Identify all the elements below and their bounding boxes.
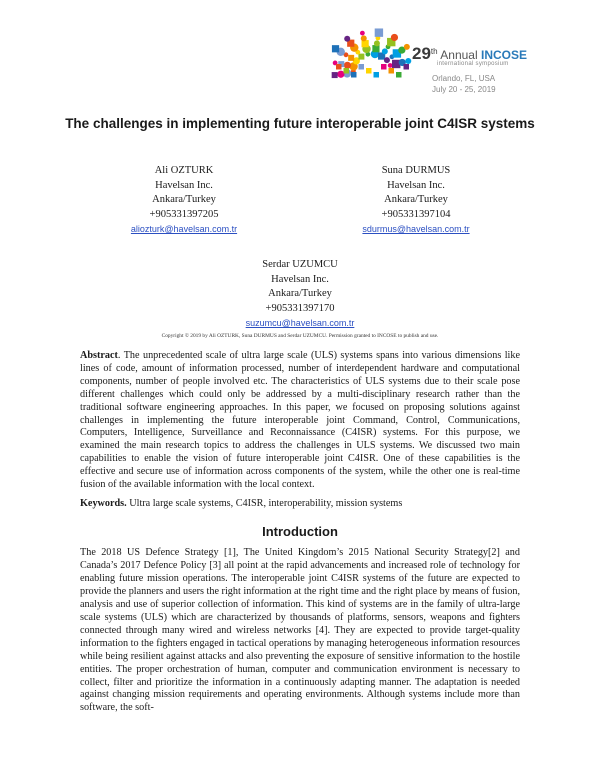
section-heading-introduction: Introduction <box>262 524 338 539</box>
logo-tile <box>336 64 342 70</box>
logo-tile <box>405 58 411 64</box>
introduction-paragraph: The 2018 US Defence Strategy [1], The United Kingdom’s 2015 National Security Strategy[2] and Canada’s 2017 Defence Policy [3] all point at the rapid advancements and increased role of technology for enabling future mission operations. The interoperable joint C4ISR systems of the future are expected to provide the planners and users the right information at the right time and the right place by means of fusion, analysis and use of superior collection of information. This kind of systems are in the family of ultra-large scale systems (ULS) which are characterized by thousands of platforms, sensors, weapons and fighters connected through many wired and wireless networks [4]. They are expected to provide target-quality information to the fighters engaged in tactical operations by managing heterogeneous information resources while being resilient against attacks and also preventing the exposure of sensitive information to the hostile entities. The proper orchestration of human, computer and communication environment is necessary to collect, filter and prioritize the information in a continuously adapting manner. The adaptation is needed against changing mission requirements and operating environments. Although systems include more than software, the soft- <box>80 547 520 714</box>
logo-tile <box>384 57 390 63</box>
author-phone: +905331397205 <box>149 208 219 220</box>
logo-tile <box>337 71 344 78</box>
logo-tile <box>366 68 372 74</box>
abstract-label: Abstract <box>80 350 118 361</box>
conference-number: 29 <box>412 44 431 63</box>
author-location: Ankara/Turkey <box>384 194 448 205</box>
keywords-label: Keywords. <box>80 498 127 509</box>
keywords-paragraph <box>80 498 520 511</box>
logo-tile <box>359 64 365 70</box>
author-block-1 <box>84 164 284 238</box>
author-email-link[interactable]: aliozturk@havelsan.com.tr <box>130 224 238 234</box>
logo-tile <box>332 72 338 78</box>
keywords-text: Ultra large scale systems, C4ISR, interoperability, mission systems <box>126 498 403 509</box>
author-affiliation: Havelsan Inc. <box>387 179 445 191</box>
author-phone: +905331397170 <box>265 302 335 314</box>
logo-tile <box>374 72 380 78</box>
conference-event: international symposium <box>437 61 509 67</box>
copyright-notice: Copyright © 2019 by Ali OZTURK, Suna DURMUS and Serdar UZUMCU. Permission granted to INCOSE to publish and use. <box>161 333 439 339</box>
logo-tile <box>391 34 398 41</box>
logo-tile <box>375 28 383 36</box>
logo-tile <box>396 72 402 78</box>
logo-tile <box>358 54 364 60</box>
logo-tile <box>348 55 354 61</box>
conference-location: Orlando, FL, USA <box>432 74 496 83</box>
author-location: Ankara/Turkey <box>152 194 216 205</box>
author-block-2 <box>316 164 516 238</box>
logo-tile <box>361 35 367 41</box>
logo-tile <box>382 48 388 54</box>
logo-tile <box>344 62 351 69</box>
paper-title: The challenges in implementing future interoperable joint C4ISR systems <box>65 116 535 131</box>
logo-tile <box>389 68 395 74</box>
conference-label: Annual <box>440 48 478 62</box>
author-name: Ali OZTURK <box>154 165 214 176</box>
abstract-text: . The unprecedented scale of ultra large scale (ULS) systems spans into various dimensions like lines of code, amount of information processed, number of interdependent hardware and computational components, number of people involved etc. The characteristics of ULS systems due to their scale pose different challenges which could only be addressed by a multi-disciplinary research rather than the traditional software engineering approaches. In this paper, we focused on proposing solutions against challenges in implementing the future interoperable joint Command, Control, Communications, Computers, Intelligence, Surveillance and Reconnaissance (C4ISR) systems. For this purpose, we examined the main research topics to address the challenges in ULS systems. We discussed two main capabilities to enable the vision of future interoperable joint C4ISR. One of these capabilities is the effective and secure use of information across components of the system, while the other one is real-time fusion of the available information with the local context. <box>80 350 520 491</box>
author-affiliation: Havelsan Inc. <box>271 273 329 285</box>
author-email-link[interactable]: sdurmus@havelsan.com.tr <box>362 224 470 234</box>
logo-tile <box>388 63 393 68</box>
author-name: Suna DURMUS <box>381 165 451 176</box>
logo-tile <box>360 31 365 36</box>
logo-tile <box>374 40 380 46</box>
conference-org: INCOSE <box>480 48 527 62</box>
incose-logo <box>328 24 416 80</box>
logo-tile <box>332 45 339 52</box>
author-name: Serdar UZUMCU <box>262 259 338 270</box>
author-email-link[interactable]: suzumcu@havelsan.com.tr <box>245 318 355 328</box>
conference-location-block <box>432 73 592 95</box>
logo-tile <box>381 64 387 70</box>
logo-tile <box>404 44 410 50</box>
logo-tile <box>344 68 350 74</box>
abstract-paragraph <box>80 350 520 492</box>
conference-banner <box>412 44 592 95</box>
author-affiliation: Havelsan Inc. <box>155 179 213 191</box>
author-phone: +905331397104 <box>381 208 451 220</box>
conference-dates: July 20 - 25, 2019 <box>432 85 496 94</box>
logo-tile <box>404 64 410 70</box>
conference-suffix: th <box>430 47 438 56</box>
logo-tile <box>344 36 350 42</box>
logo-tile <box>351 72 357 78</box>
author-block-3 <box>200 258 400 332</box>
author-location: Ankara/Turkey <box>268 288 332 299</box>
